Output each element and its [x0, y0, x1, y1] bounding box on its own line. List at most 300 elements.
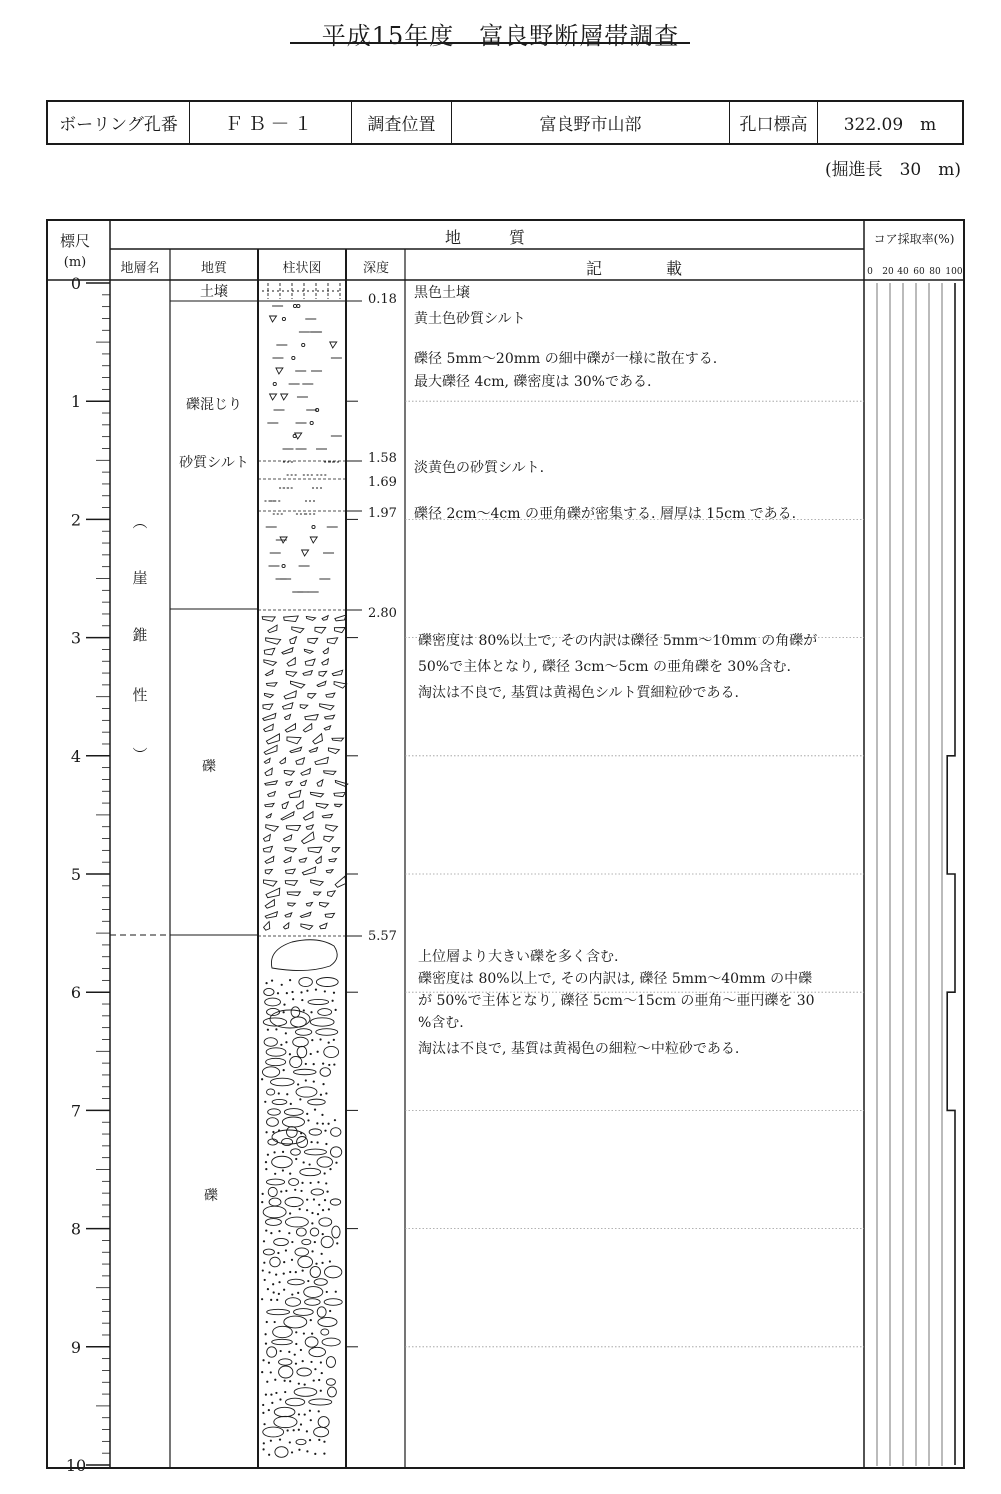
- gravel-clast: [290, 747, 303, 753]
- desc-d1: [414, 282, 470, 305]
- lith-gravelly-1: 礫混じり: [186, 397, 242, 413]
- sand-dot: [265, 1394, 267, 1396]
- gravel-clast: [266, 1058, 286, 1065]
- gravel-clast: [263, 1206, 286, 1218]
- gravel-clast: [302, 1239, 311, 1244]
- gravel-clast: [303, 812, 315, 821]
- sand-dot: [323, 1453, 325, 1455]
- gravel-clast: [267, 1347, 277, 1357]
- sand-dot: [271, 980, 273, 982]
- gravel-clast: [322, 648, 329, 654]
- sand-dot: [261, 1298, 263, 1300]
- gravel-clast: [314, 1427, 329, 1437]
- sand-dot: [319, 1038, 321, 1040]
- meter-guides: [346, 401, 864, 1347]
- desc-line: 上位層より大きい礫を多く含む.: [418, 949, 619, 965]
- gravel-clast: [262, 1067, 279, 1077]
- gravel-clast: [325, 912, 335, 918]
- sand-dot: [295, 1271, 297, 1273]
- sand-dot: [283, 1069, 285, 1071]
- gravel-clast: [304, 648, 313, 654]
- sand-dot: [276, 1299, 278, 1301]
- sand-dot: [310, 1419, 312, 1421]
- gravel-clast: [308, 845, 322, 853]
- sand-dot: [314, 1368, 316, 1370]
- core-tick-40: 40: [897, 267, 909, 277]
- gravel-clast: [267, 1118, 279, 1127]
- column-pattern: [258, 283, 348, 1457]
- sand-dot: [289, 979, 291, 981]
- gravel-clast: [334, 791, 346, 797]
- desc-line: 黄土色砂質シルト: [414, 311, 526, 327]
- gravel-clast: [304, 1287, 323, 1298]
- gravel-clast: [323, 833, 334, 842]
- gravel-clast: [265, 822, 279, 832]
- sand-dot: [329, 1310, 331, 1312]
- gravel-clast: [300, 832, 316, 844]
- silt-mark: [312, 525, 315, 528]
- gravel-clast: [294, 1069, 317, 1074]
- sand-dot: [291, 991, 293, 993]
- gravel-clast: [314, 757, 329, 764]
- gravel-clast: [263, 658, 276, 666]
- gravel-clast: [275, 1447, 288, 1458]
- gravel-clast: [262, 702, 273, 710]
- gravel-clast: [332, 670, 343, 676]
- gravel-clast: [289, 790, 302, 797]
- gravel-clast: [296, 1228, 306, 1236]
- sand-dot: [286, 1093, 288, 1095]
- gravel-clast: [266, 681, 277, 686]
- gravel-clast: [282, 703, 293, 709]
- gravel-clast: [310, 1228, 318, 1236]
- gravel-clast: [300, 1168, 321, 1175]
- sand-dot: [316, 1141, 318, 1143]
- sand-dot: [333, 992, 335, 994]
- sand-dot: [279, 1438, 281, 1440]
- sand-dot: [274, 1173, 276, 1175]
- gravel-clast: [265, 734, 281, 744]
- location-value: 富良野市山部: [452, 102, 730, 143]
- gravel-clast: [291, 625, 304, 634]
- gravel-clast: [283, 768, 294, 776]
- sand-dot: [288, 1232, 290, 1234]
- desc-line: 50%で主体となり, 礫径 3cm～5cm の亜角礫を 30%含む.: [418, 659, 791, 675]
- sand-dot: [265, 1229, 267, 1231]
- gravel-clast: [320, 1068, 330, 1077]
- sand-dot: [307, 1119, 309, 1121]
- sand-dot: [300, 1190, 302, 1192]
- gravel-clast: [326, 1379, 335, 1386]
- gravel-clast: [262, 614, 276, 621]
- sand-dot: [297, 1292, 299, 1294]
- sand-dot: [300, 991, 302, 993]
- sand-dot: [274, 1379, 276, 1381]
- gravel-clast: [263, 1427, 284, 1437]
- gravel-clast: [273, 1326, 293, 1337]
- desc-line: 淘汰は不良で, 基質は黄褐色の細粒～中粒砂である.: [418, 1041, 740, 1057]
- sand-dot: [322, 1063, 324, 1065]
- gravel-clast: [264, 758, 272, 763]
- sand-dot: [261, 1371, 263, 1373]
- gravel-clast: [286, 1127, 297, 1138]
- silt-mark: [310, 421, 313, 424]
- sand-dot: [279, 1398, 281, 1400]
- gravel-clast: [299, 977, 313, 986]
- sand-dot: [306, 1113, 308, 1115]
- desc-line: 淘汰は不良で, 基質は黄褐色シルト質細粒砂である.: [418, 685, 739, 701]
- sand-dot: [289, 1173, 291, 1175]
- gravel-clast: [266, 814, 273, 819]
- sand-dot: [261, 1201, 263, 1203]
- gravel-clast: [306, 825, 313, 829]
- silt-mark: [276, 368, 283, 374]
- sand-dot: [321, 1114, 323, 1116]
- sand-dot: [304, 1413, 306, 1415]
- sand-dot: [263, 1423, 265, 1425]
- gravel-clast: [309, 1129, 321, 1135]
- depth-1-69: 1.69: [368, 475, 397, 490]
- sand-dot: [303, 1332, 305, 1334]
- sand-dot: [282, 1169, 284, 1171]
- sand-dot: [314, 1109, 316, 1111]
- gravel-clast: [323, 769, 336, 775]
- col-description-header: 記 載: [585, 259, 683, 278]
- sand-dot: [277, 1252, 279, 1254]
- gravel-clast: [306, 902, 312, 906]
- silt-mark: [269, 316, 276, 322]
- sand-dot: [298, 1383, 300, 1385]
- ruler-label: 2: [70, 510, 82, 530]
- gravel-clast: [266, 1048, 286, 1056]
- formation-name: [132, 513, 147, 764]
- gravel-clast: [326, 693, 335, 698]
- ruler-label: 3: [70, 628, 82, 648]
- core-tick-0: 0: [867, 267, 873, 277]
- silt-mark: [295, 433, 302, 439]
- gravel-clast: [286, 734, 301, 745]
- desc-line: が 50%で主体となり, 礫径 5cm～15cm の亜角～亜円礫を 30: [418, 993, 815, 1009]
- sand-dot: [292, 998, 294, 1000]
- scale-unit: (m): [63, 255, 87, 270]
- formation-char-3: 性: [132, 686, 148, 704]
- gravel-clast: [267, 625, 279, 633]
- sand-dot: [286, 992, 288, 994]
- sand-dot: [275, 1028, 277, 1030]
- sand-dot: [278, 1293, 280, 1295]
- sand-dot: [318, 1410, 320, 1412]
- sand-dot: [329, 1168, 331, 1170]
- sand-dot: [335, 1009, 337, 1011]
- sand-dot: [267, 1154, 269, 1156]
- gravel-clast: [321, 1329, 329, 1335]
- gravel-clast: [324, 726, 331, 730]
- ruler-label: 1: [70, 392, 82, 412]
- gravel-clast: [308, 999, 329, 1004]
- sand-dot: [306, 1430, 308, 1432]
- sand-dot: [275, 1274, 277, 1276]
- sand-dot: [306, 1450, 308, 1452]
- sand-dot: [289, 1212, 291, 1214]
- gravel-clast: [316, 1029, 338, 1036]
- ruler-label: 7: [70, 1101, 82, 1121]
- sand-dot: [278, 1230, 280, 1232]
- sand-dot: [320, 1361, 322, 1363]
- gravel-clast: [330, 1199, 340, 1205]
- gravel-clast: [285, 1298, 300, 1307]
- gravel-clast: [327, 746, 339, 755]
- elevation-value: 322.09 m: [843, 115, 937, 135]
- sand-dot: [294, 1189, 296, 1191]
- gravel-clast: [290, 679, 305, 689]
- sand-dot: [262, 1404, 264, 1406]
- sand-dot: [275, 1392, 277, 1394]
- sand-dot: [321, 1262, 323, 1264]
- sand-dot: [315, 1263, 317, 1265]
- gravel-clast: [333, 679, 347, 689]
- sand-dot: [303, 1161, 305, 1163]
- gravel-clast: [290, 636, 297, 643]
- gravel-clast: [262, 921, 271, 930]
- sand-dot: [285, 1041, 287, 1043]
- ruler-label: 5: [70, 865, 82, 884]
- gravel-clast: [291, 1149, 301, 1155]
- sand-dot: [263, 1442, 265, 1444]
- gravel-clast: [331, 845, 339, 853]
- lithology-names: [179, 283, 249, 1204]
- col-lithology-header: 地質: [200, 261, 228, 276]
- gravel-clast: [324, 1046, 339, 1057]
- sand-dot: [336, 1242, 338, 1244]
- sand-dot: [327, 1123, 329, 1125]
- gravel-clast: [314, 624, 326, 634]
- sand-dot: [288, 1351, 290, 1353]
- gravel-clast: [305, 1337, 318, 1347]
- silt-mark: [282, 564, 285, 567]
- gravel-clast: [263, 835, 271, 842]
- sand-dot: [299, 1098, 301, 1100]
- sand-dot: [318, 1204, 320, 1206]
- sand-dot: [285, 1249, 287, 1251]
- gravel-clast: [324, 1266, 341, 1278]
- gravel-clast: [324, 715, 334, 719]
- sand-dot: [320, 1390, 322, 1392]
- gravel-clast: [285, 669, 296, 677]
- sand-dot: [313, 1198, 315, 1200]
- gravel-clast: [274, 1416, 297, 1427]
- boring-value: ＦＢ－１: [190, 102, 352, 143]
- silt-mark: [302, 343, 305, 346]
- scale-ruler-labels: [66, 274, 86, 1475]
- sand-dot: [285, 1032, 287, 1034]
- silt-mark: [282, 317, 285, 320]
- gravel-clast: [331, 1128, 341, 1137]
- gravel-boulder: [271, 940, 337, 971]
- gravel-clast: [329, 858, 337, 862]
- sand-dot: [291, 1241, 293, 1243]
- sand-dot: [326, 1291, 328, 1293]
- gravel-clast: [299, 703, 307, 710]
- gravel-clast: [265, 998, 281, 1006]
- sand-dot: [272, 1131, 274, 1133]
- gravel-clast: [283, 614, 298, 622]
- sand-dot: [284, 1380, 286, 1382]
- sand-dot: [295, 1363, 297, 1365]
- sand-dot: [273, 1151, 275, 1153]
- sand-dot: [323, 1441, 325, 1443]
- sand-dot: [305, 1063, 307, 1065]
- sand-dot: [262, 1193, 264, 1195]
- gravel-clast: [286, 658, 297, 667]
- sand-dot: [289, 1441, 291, 1443]
- sand-dot: [278, 1092, 280, 1094]
- gravel-clast: [305, 658, 315, 665]
- sand-dot: [295, 1331, 297, 1333]
- sand-dot: [267, 1029, 269, 1031]
- gravel-clast: [285, 878, 298, 886]
- sand-dot: [309, 1410, 311, 1412]
- gravel-clast: [316, 801, 329, 809]
- depth-2-80: 2.80: [368, 606, 397, 621]
- gravel-clast: [330, 1147, 341, 1157]
- sand-dot: [332, 1000, 334, 1002]
- sand-dot: [325, 1143, 327, 1145]
- gravel-clast: [317, 1157, 332, 1167]
- sand-dot: [294, 1354, 296, 1356]
- silt-mark: [293, 304, 296, 307]
- sand-dot: [335, 1291, 337, 1293]
- gravel-clast: [265, 670, 274, 676]
- sand-dot: [325, 1182, 327, 1184]
- gravel-clast: [282, 1138, 293, 1145]
- sand-dot: [263, 1240, 265, 1242]
- gravel-clast: [326, 1357, 335, 1368]
- core-tick-100: 100: [945, 267, 963, 277]
- silt-mark: [292, 356, 295, 359]
- gravel-clast: [319, 923, 327, 929]
- gravel-clast: [285, 1398, 304, 1406]
- core-tick-60: 60: [913, 267, 925, 277]
- sand-dot: [311, 1212, 313, 1214]
- desc-line: 礫密度は 80%以上で, その内訳は, 礫径 5mm～40mm の中礫: [418, 971, 813, 987]
- ruler-label: 6: [70, 983, 82, 1003]
- gravel-clast: [326, 869, 333, 873]
- sand-dot: [268, 1454, 270, 1456]
- gravel-clast: [264, 899, 276, 908]
- gravel-clast: [322, 616, 329, 621]
- sand-dot: [315, 988, 317, 990]
- sand-dot: [324, 1130, 326, 1132]
- sand-dot: [263, 1262, 265, 1264]
- sand-dot: [328, 1064, 330, 1066]
- gravel-clast: [311, 734, 324, 745]
- gravel-clast: [284, 714, 291, 719]
- sand-dot: [307, 1280, 309, 1282]
- gravel-clast: [315, 856, 323, 863]
- gravel-clast: [272, 1156, 293, 1168]
- gravel-clast: [317, 780, 324, 787]
- sand-dot: [267, 1288, 269, 1290]
- core-grid: [877, 283, 942, 1466]
- sand-dot: [309, 1163, 311, 1165]
- gravel-clast: [263, 846, 272, 852]
- gravel-clast: [310, 1018, 334, 1026]
- desc-d3: [414, 348, 717, 394]
- sand-dot: [271, 1402, 273, 1404]
- sand-dot: [280, 1350, 282, 1352]
- sand-dot: [334, 1119, 336, 1121]
- gravel-clast: [280, 812, 295, 821]
- silt-mark: [297, 304, 300, 307]
- sand-dot: [311, 1250, 313, 1252]
- sand-dot: [324, 1199, 326, 1201]
- gravel-clast: [281, 648, 294, 655]
- drill-length: (掘進長 30 m): [824, 160, 961, 180]
- sand-dot: [309, 1439, 311, 1441]
- gravel-clast: [288, 1279, 305, 1285]
- gravel-clast: [332, 737, 344, 742]
- sand-dot: [300, 1349, 302, 1351]
- ruler-label: 10: [65, 1456, 87, 1475]
- gravel-clast: [313, 890, 321, 895]
- gravel-clast: [284, 691, 298, 699]
- sand-dot: [270, 1394, 272, 1396]
- sand-dot: [317, 1181, 319, 1183]
- sand-dot: [266, 1321, 268, 1323]
- gravel-clast: [263, 745, 278, 755]
- gravel-clast: [296, 758, 305, 765]
- sand-dot: [302, 1269, 304, 1271]
- sand-dot: [313, 1080, 315, 1082]
- gravel-clast: [327, 889, 336, 897]
- gravel-clast: [285, 868, 295, 874]
- sand-dot: [291, 1259, 293, 1261]
- gravel-clast: [263, 877, 277, 887]
- sand-dot: [289, 1053, 291, 1055]
- gravel-clast: [322, 1338, 340, 1346]
- sand-dot: [310, 1182, 312, 1184]
- gravel-pattern-upper: [262, 614, 348, 930]
- gravel-clast: [266, 1179, 284, 1185]
- gravel-clast: [265, 912, 278, 919]
- sand-dot: [298, 1429, 300, 1431]
- lith-gravel-b: 礫: [204, 1188, 218, 1204]
- sand-dot: [326, 1190, 328, 1192]
- gravel-clast: [285, 1217, 308, 1227]
- gravel-clast: [268, 1109, 281, 1115]
- gravel-clast: [263, 724, 275, 732]
- sand-dot: [311, 1333, 313, 1335]
- sand-dot: [305, 1079, 307, 1081]
- sand-dot: [333, 1039, 335, 1041]
- sand-dot: [335, 1162, 337, 1164]
- gravel-clast: [264, 1038, 277, 1047]
- gravel-clast: [322, 814, 332, 817]
- sand-dot: [314, 1453, 316, 1455]
- gravel-clast: [284, 1316, 307, 1328]
- gravel-clast: [310, 791, 324, 798]
- sand-dot: [318, 1379, 320, 1381]
- gravel-clast: [310, 878, 323, 886]
- gravel-clast: [264, 988, 274, 995]
- sand-dot: [287, 1429, 289, 1431]
- gravel-clast: [332, 1226, 340, 1238]
- gravel-clast: [309, 747, 318, 752]
- core-tick-labels: [867, 267, 963, 277]
- sand-dot: [277, 992, 279, 994]
- lith-gravelly-2: 砂質シルト: [179, 455, 249, 471]
- gravel-clast: [282, 801, 289, 809]
